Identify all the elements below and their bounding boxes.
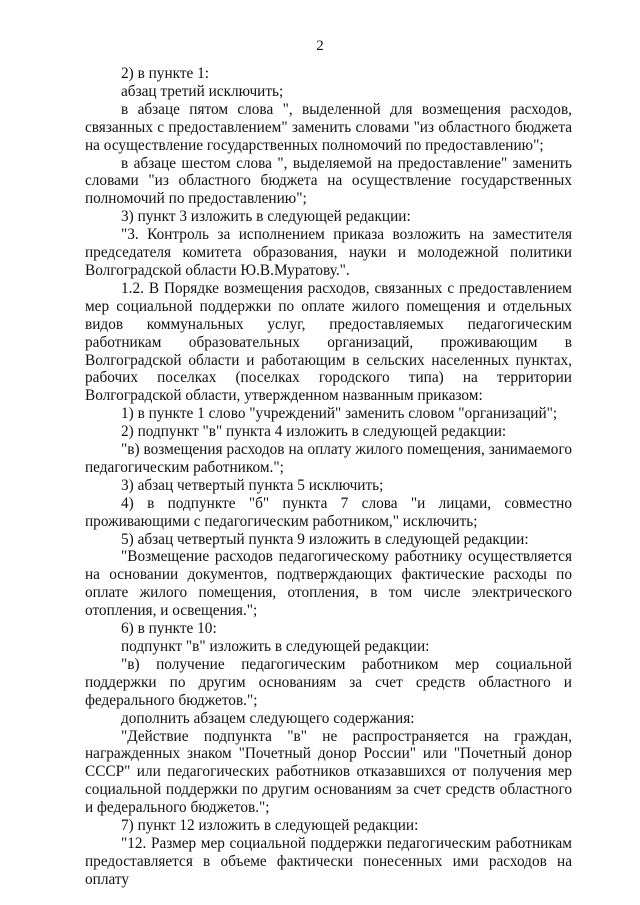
paragraph: "Действие подпункта "в" не распространяется на граждан, награжденных знаком "Почетный донор России" или "Почетный донор СССР" или педагогических работников отказавшихся от получения мер социальной поддержки по другим основаниям за счет средств областного и федерального бюджетов.";: [85, 727, 572, 817]
paragraph: "3. Контроль за исполнением приказа возложить на заместителя председателя комитета образования, науки и молодежной политики Волгоградской области Ю.В.Муратову.".: [85, 226, 572, 279]
paragraph: подпункт "в" изложить в следующей редакции:: [121, 638, 430, 655]
paragraph: 4) в подпункте "б" пункта 7 слова "и лицами, совместно проживающими с педагогическим работником," исключить;: [85, 494, 572, 530]
paragraph: "Возмещение расходов педагогическому работнику осуществляется на основании документов, подтверждающих фактические расходы по оплате жилого помещения, отопления, в том числе электрического отопления, и освещения.";: [85, 548, 572, 620]
paragraph: 5) абзац четвертый пункта 9 изложить в следующей редакции:: [121, 530, 529, 548]
paragraph: 1) в пункте 1 слово "учреждений" заменить словом "организаций";: [121, 405, 558, 423]
paragraph: абзац третий исключить;: [121, 82, 284, 100]
paragraph: дополнить абзацем следующего содержания:: [121, 709, 415, 727]
paragraph: в абзаце пятом слова ", выделенной для возмещения расходов, связанных с предоставлением" заменить словами "из областного бюджета на осуществление государственных полномочий по предоставлению";: [85, 100, 572, 154]
paragraph: в абзаце шестом слова ", выделяемой на предоставление" заменить словами "из областного бюджета на осуществление государственных полномочий по предоставлению";: [85, 154, 572, 208]
paragraph: 2) подпункт "в" пункта 4 изложить в следующей редакции:: [121, 423, 507, 441]
paragraph: "в) получение педагогическим работником мер социальной поддержки по другим основаниям за счет средств областного и федерального бюджетов.";: [85, 655, 572, 709]
paragraph: 2) в пункте 1:: [121, 65, 210, 82]
paragraph: 6) в пункте 10:: [121, 620, 217, 638]
paragraph: 3) абзац четвертый пункта 5 исключить;: [121, 476, 384, 494]
document-body: [85, 65, 572, 889]
paragraph: "в) возмещения расходов на оплату жилого помещения, занимаемого педагогическим работником.";: [85, 441, 572, 476]
page-number: 2: [316, 38, 324, 54]
paragraph: 1.2. В Порядке возмещения расходов, связанных с предоставлением мер социальной поддержки по оплате жилого помещения и отдельных видов коммунальных услуг, предоставляемых педагогическим работникам образовательных организаций, проживающим в Волгоградской области и работающим в сельских населенных пунктах, рабочих поселках (поселках городского типа) на территории Волгоградской области, утвержденном названным приказом:: [85, 279, 572, 405]
paragraph: 3) пункт 3 изложить в следующей редакции:: [121, 208, 411, 226]
paragraph: "12. Размер мер социальной поддержки педагогическим работникам предоставляется в объеме фактически понесенных ими расходов на оплату: [85, 834, 572, 888]
paragraph: 7) пункт 12 изложить в следующей редакции:: [121, 817, 419, 835]
